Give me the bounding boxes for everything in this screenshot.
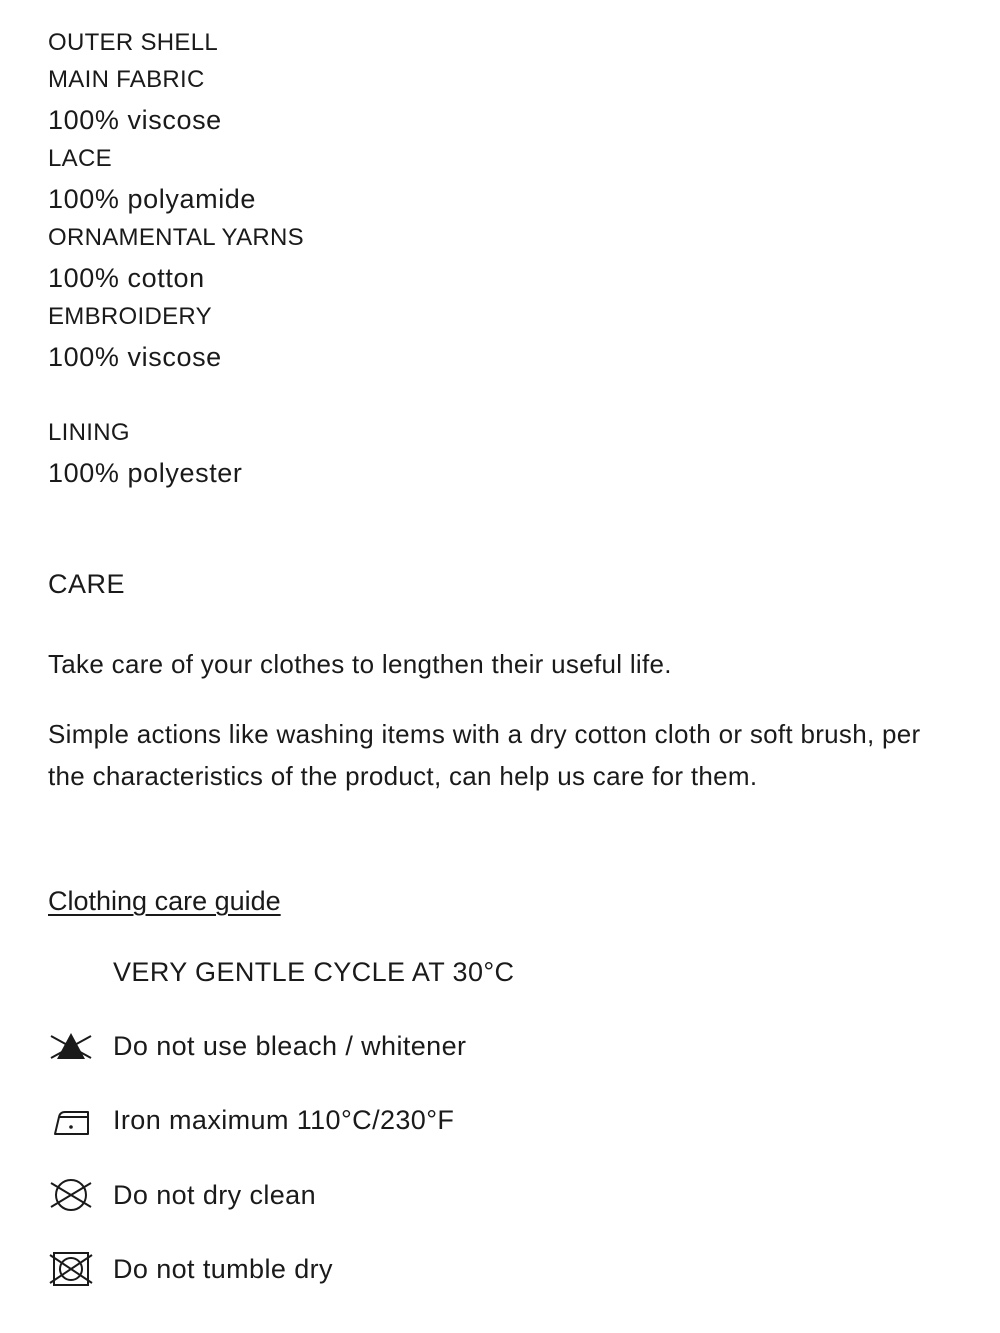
- main-fabric-label: MAIN FABRIC: [48, 66, 205, 93]
- main-fabric-value: 100% viscose: [48, 105, 222, 135]
- embroidery-label: EMBROIDERY: [48, 303, 212, 330]
- care-instruction-dry-clean: [48, 1175, 928, 1215]
- care-instruction-tumble-dry: [48, 1249, 928, 1289]
- care-instruction-text: Iron maximum 110°C/230°F: [113, 1105, 455, 1135]
- ornamental-yarns-value: 100% cotton: [48, 263, 205, 293]
- embroidery-value: 100% viscose: [48, 342, 222, 372]
- care-instruction-iron: [48, 1100, 928, 1140]
- clothing-care-guide-link[interactable]: Clothing care guide: [48, 886, 281, 916]
- lace-value: 100% polyamide: [48, 184, 257, 214]
- care-instruction-text: Do not dry clean: [113, 1180, 317, 1210]
- care-instruction-wash: [48, 952, 928, 992]
- lace-label: LACE: [48, 145, 112, 172]
- care-instruction-text: Do not tumble dry: [113, 1254, 333, 1284]
- ornamental-yarns-label: ORNAMENTAL YARNS: [48, 224, 304, 251]
- no-bleach-icon: [48, 1026, 94, 1066]
- care-paragraph-actions: Simple actions like washing items with a dry cotton cloth or soft brush, per the characteristics of the product, can help us care for them.: [48, 719, 921, 791]
- care-paragraph-intro: Take care of your clothes to lengthen their useful life.: [48, 649, 672, 679]
- iron-low-icon: [48, 1100, 94, 1140]
- lining-label: LINING: [48, 419, 130, 446]
- care-instruction-text: VERY GENTLE CYCLE AT 30°C: [113, 957, 515, 987]
- care-instruction-bleach: [48, 1026, 928, 1066]
- lining-value: 100% polyester: [48, 458, 243, 488]
- no-dry-clean-icon: [48, 1175, 94, 1215]
- care-heading: CARE: [48, 569, 126, 599]
- care-instruction-text: Do not use bleach / whitener: [113, 1031, 467, 1061]
- no-tumble-dry-icon: [48, 1249, 94, 1289]
- outer-shell-heading: OUTER SHELL: [48, 29, 219, 56]
